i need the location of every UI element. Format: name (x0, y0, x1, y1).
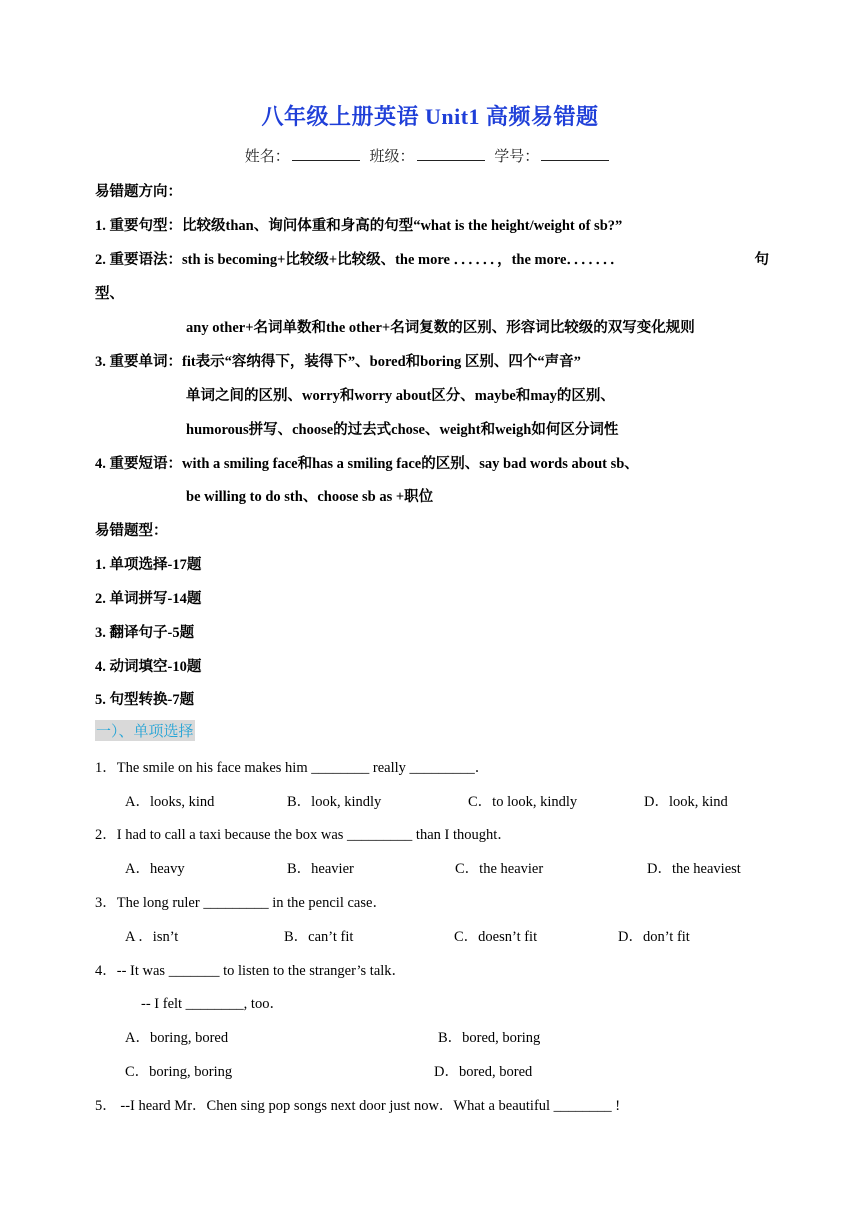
direction-3-indent-1: 单词之间的区别、worry和worry about区分、maybe和may的区别、 (186, 388, 615, 404)
types-heading: 易错题型： (95, 523, 168, 539)
option-b[interactable]: B．can’t fit (284, 929, 354, 945)
direction-1: 1. 重要句型：比较级than、询问体重和身高的句型“what is the height/weight of sb?” (95, 218, 623, 234)
option-c[interactable]: C．to look, kindly (468, 794, 578, 810)
class-label: 班级： (369, 149, 415, 165)
option-d[interactable]: D．don’t fit (618, 929, 690, 945)
name-blank[interactable] (292, 148, 360, 161)
type-item: 4. 动词填空-10题 (95, 659, 202, 675)
option-a[interactable]: A ．isn’t (125, 929, 179, 945)
direction-3-indent-2: humorous拼写、choose的过去式chose、weight和weigh如何区分词性 (186, 422, 619, 438)
name-label: 姓名： (244, 149, 290, 165)
id-blank[interactable] (541, 148, 609, 161)
id-label: 学号： (494, 149, 540, 165)
direction-2 (95, 248, 769, 269)
question-3: 3．The long ruler _________ in the pencil case． (95, 895, 387, 911)
question-2: 2．I had to call a taxi because the box was _________ than I thought． (95, 827, 512, 843)
option-d[interactable]: D．the heaviest (647, 861, 741, 877)
option-a[interactable]: A．looks, kind (125, 794, 215, 810)
option-b[interactable]: B．bored, boring (438, 1030, 541, 1046)
option-c[interactable]: C．boring, boring (125, 1064, 233, 1080)
option-b[interactable]: B．look, kindly (287, 794, 382, 810)
class-blank[interactable] (417, 148, 485, 161)
question-5: 5． --I heard Mr．Chen sing pop songs next door just now．What a beautiful ________ ! (95, 1098, 621, 1114)
type-item: 1. 单项选择-17题 (95, 557, 202, 573)
type-item: 5. 句型转换-7题 (95, 692, 195, 708)
question-4: 4．-- It was _______ to listen to the stranger’s talk． (95, 963, 407, 979)
option-c[interactable]: C．the heavier (455, 861, 544, 877)
direction-4-indent: be willing to do sth、choose sb as +职位 (186, 489, 434, 505)
question-1: 1．The smile on his face makes him ________ really _________． (95, 760, 490, 776)
direction-heading: 易错题方向： (95, 184, 182, 200)
question-4-reply: -- I felt ________, too． (141, 996, 284, 1012)
direction-3: 3. 重要单词：fit表示“容纳得下，装得下”、bored和boring 区别、四个“声音” (95, 354, 581, 370)
student-info-line (0, 145, 860, 166)
option-c[interactable]: C．doesn’t fit (454, 929, 538, 945)
type-item: 3. 翻译句子-5题 (95, 625, 195, 641)
direction-2-text: 2. 重要语法：sth is becoming+比较级+比较级、the more ．．．．．．，the more．．．．．．． (95, 252, 625, 268)
option-d[interactable]: D．look, kind (644, 794, 728, 810)
option-d[interactable]: D．bored, bored (434, 1064, 533, 1080)
direction-2-end: 句 (754, 252, 769, 268)
option-a[interactable]: A．heavy (125, 861, 185, 877)
type-item: 2. 单词拼写-14题 (95, 591, 202, 607)
direction-2-indent: any other+名词单数和the other+名词复数的区别、形容词比较级的双写变化规则 (186, 320, 695, 336)
option-b[interactable]: B．heavier (287, 861, 354, 877)
page-title: 八年级上册英语 Unit1 高频易错题 (261, 104, 599, 129)
option-a[interactable]: A．boring, bored (125, 1030, 229, 1046)
direction-2-cont: 型、 (95, 286, 124, 302)
direction-4: 4. 重要短语：with a smiling face和has a smiling face的区别、say bad words about sb、 (95, 456, 639, 472)
section-heading: 一）、单项选择 (95, 720, 195, 741)
